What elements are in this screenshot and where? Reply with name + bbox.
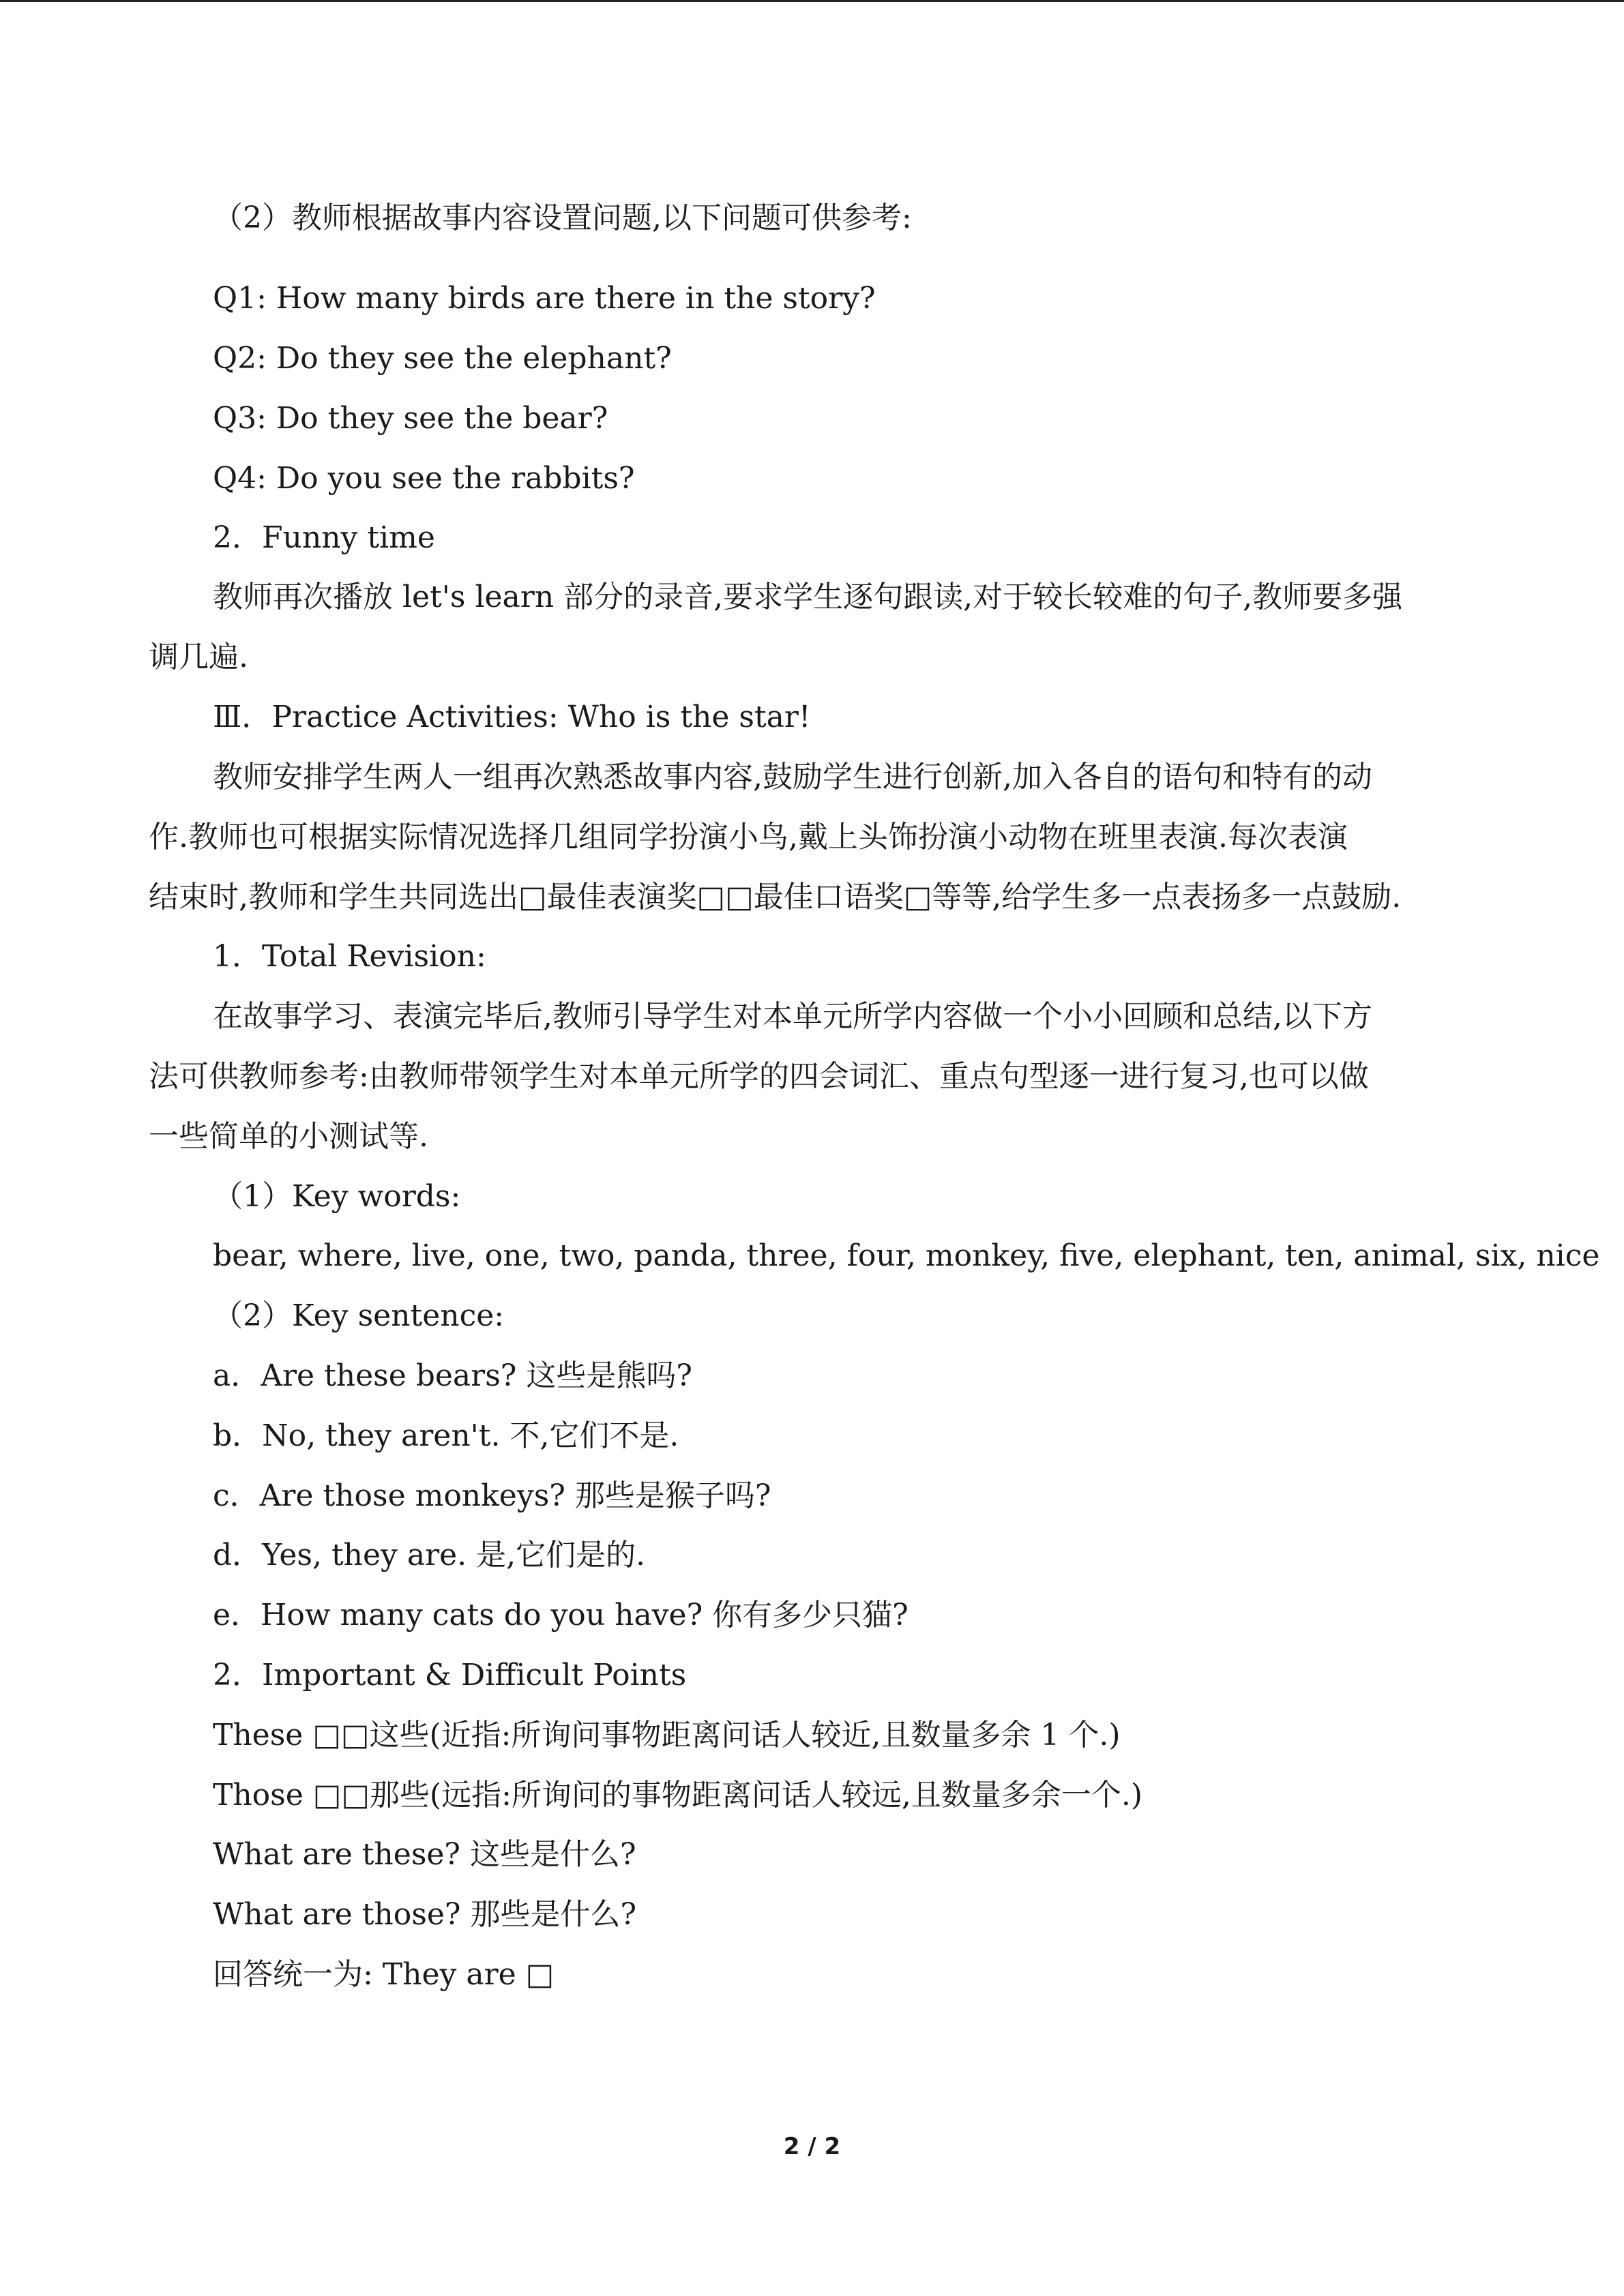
- text-line: 教师再次播放 let's learn 部分的录音,要求学生逐句跟读,对于较长较难的句子,教师要多强: [213, 580, 1403, 614]
- list-item: e．How many cats do you have? 你有多少只猫?: [213, 1598, 909, 1632]
- text-line: 在故事学习、表演完毕后,教师引导学生对本单元所学内容做一个小小回顾和总结,以下方: [213, 999, 1372, 1034]
- text-line: 结束时,教师和学生共同选出□最佳表演奖□□最佳口语奖□等等,给学生多一点表扬多一点鼓励.: [149, 880, 1402, 914]
- text-line: Q2: Do they see the elephant?: [213, 341, 672, 376]
- section-heading: 2．Important & Difficult Points: [213, 1658, 687, 1693]
- text-line: These □□这些(近指:所询问事物距离问话人较近,且数量多余 1 个.): [213, 1718, 1121, 1753]
- text-line: Q3: Do they see the bear?: [213, 401, 608, 436]
- text-line: Those □□那些(远指:所询问的事物距离问话人较远,且数量多余一个.): [213, 1778, 1143, 1813]
- text-line: Q1: How many birds are there in the story?: [213, 281, 876, 316]
- list-item: c．Are those monkeys? 那些是猴子吗?: [213, 1478, 771, 1513]
- list-item: d．Yes, they are. 是,它们是的.: [213, 1538, 646, 1572]
- text-line: （2）教师根据故事内容设置问题,以下问题可供参考:: [213, 200, 912, 235]
- section-heading: 2．Funny time: [213, 520, 435, 555]
- text-line: Q4: Do you see the rabbits?: [213, 461, 635, 496]
- subsection-heading: （2）Key sentence:: [213, 1298, 505, 1333]
- text-line: bear, where, live, one, two, panda, three, four, monkey, five, elephant, ten, animal, six, nice: [213, 1238, 1600, 1273]
- text-line: 教师安排学生两人一组再次熟悉故事内容,鼓励学生进行创新,加入各自的语句和特有的动: [213, 760, 1372, 794]
- text-line: 作.教师也可根据实际情况选择几组同学扮演小鸟,戴上头饰扮演小动物在班里表演.每次表演: [149, 820, 1348, 854]
- section-heading: 1．Total Revision:: [213, 939, 486, 974]
- list-item: a．Are these bears? 这些是熊吗?: [213, 1358, 692, 1393]
- text-line: What are these? 这些是什么?: [213, 1837, 636, 1872]
- list-item: b．No, they aren't. 不,它们不是.: [213, 1418, 679, 1453]
- subsection-heading: （1）Key words:: [213, 1179, 461, 1214]
- text-line: 法可供教师参考:由教师带领学生对本单元所学的四会词汇、重点句型逐一进行复习,也可以做: [149, 1059, 1369, 1094]
- text-line: 回答统一为: They are □: [213, 1957, 555, 1992]
- text-line: 调几遍.: [149, 640, 248, 674]
- text-line: What are those? 那些是什么?: [213, 1897, 637, 1932]
- section-heading: Ⅲ．Practice Activities: Who is the star!: [213, 700, 811, 734]
- page-number: 2 / 2: [783, 2133, 841, 2160]
- text-line: 一些简单的小测试等.: [149, 1119, 428, 1154]
